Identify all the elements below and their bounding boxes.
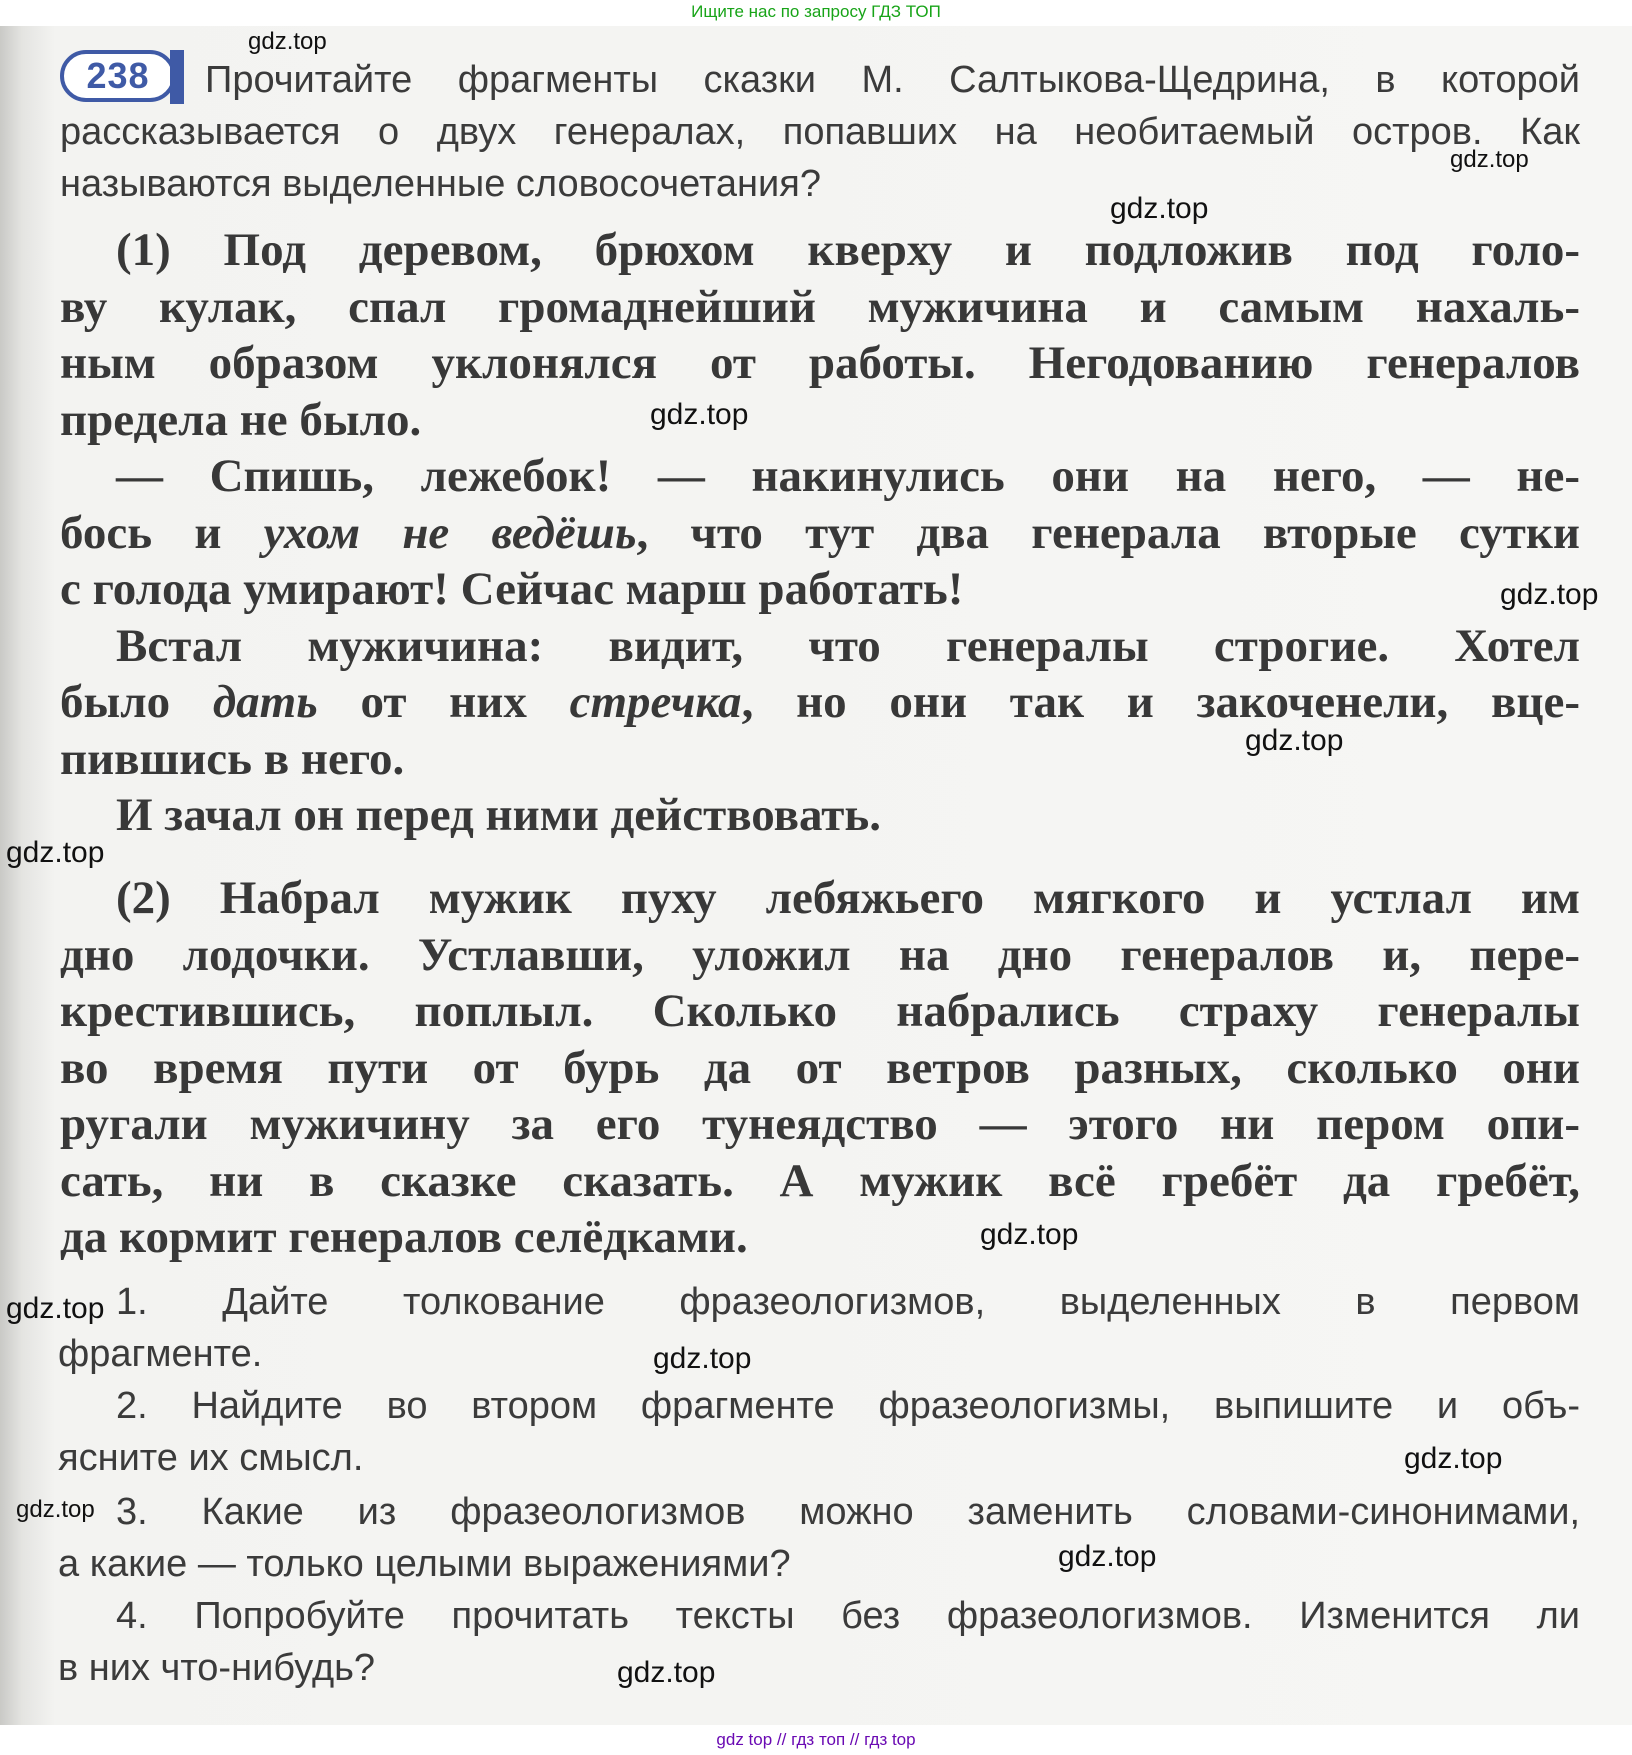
task-statement: [60, 54, 1580, 210]
fragment-line: предела не было.: [60, 393, 422, 446]
question-line: 3. Какие из фразеологизмов можно заменить словами-синонимами,: [116, 1491, 1580, 1533]
fragment-line: с голода умирают! Сейчас марш работать!: [60, 563, 964, 615]
fragment-line: ным образом уклонялся от работы. Негодованию генералов: [60, 337, 1580, 389]
watermark: gdz.top: [1404, 1442, 1503, 1475]
exercise-number: 238: [86, 55, 150, 96]
watermark: gdz.top: [1245, 724, 1344, 757]
fragment-line: (2) Набрал мужик пуху лебяжьего мягкого и устлал им: [116, 872, 1580, 924]
task-line: рассказывается о двух генералах, попавших на необитаемый остров. Как: [60, 111, 1580, 153]
fragment-line: — Спишь, лежебок! — накинулись они на него, — не-: [116, 450, 1580, 502]
text-run: от них: [317, 676, 570, 728]
question-line: а какие — только целыми выражениями?: [58, 1543, 791, 1585]
question-2: [58, 1380, 1580, 1484]
question-line: 4. Попробуйте прочитать тексты без фразеологизмов. Изменится ли: [116, 1595, 1580, 1637]
question-line: в них что-нибудь?: [58, 1647, 376, 1689]
fragment-line: И зачал он перед ними действовать.: [116, 789, 881, 841]
top-banner-text[interactable]: Ищите нас по запросу ГДЗ ТОП: [691, 2, 941, 21]
top-banner[interactable]: [0, 0, 1632, 26]
watermark: gdz.top: [6, 836, 105, 869]
highlighted-phrase: дать: [212, 676, 318, 728]
fragment-line: во время пути от бурь да от ветров разных, сколько они: [60, 1041, 1580, 1094]
question-3: [58, 1486, 1580, 1590]
fragment-line: (1) Под деревом, брюхом кверху и подложив под голо-: [116, 224, 1580, 276]
bottom-banner-text[interactable]: gdz top // гдз топ // гдз top: [716, 1730, 916, 1749]
fragment-line: сать, ни в сказке сказать. А мужик всё гребёт да гребёт,: [60, 1154, 1580, 1207]
fragment-line: дно лодочки. Устлавши, уложил на дно генералов и, пере-: [60, 928, 1580, 981]
fragment-line: крестившись, поплыл. Сколько набрались страху генералы: [60, 985, 1580, 1037]
text-run: , что тут два генерала вторые сутки: [636, 506, 1581, 559]
watermark: gdz.top: [1500, 578, 1599, 611]
fragment-line: да кормит генералов селёдками.: [60, 1211, 748, 1263]
question-1: [58, 1276, 1580, 1380]
watermark: gdz.top: [650, 398, 749, 431]
question-4: [58, 1590, 1580, 1694]
task-line: называются выделенные словосочетания?: [60, 163, 821, 205]
task-line: Прочитайте фрагменты сказки М. Салтыкова-Щедрина, в которой: [205, 59, 1580, 101]
text-run: , но они так и закоченели, вце-: [741, 676, 1580, 728]
watermark: gdz.top: [248, 28, 327, 55]
watermark: gdz.top: [617, 1656, 716, 1689]
fragment-1: [60, 222, 1580, 844]
fragment-line: пившись в него.: [60, 732, 405, 785]
watermark: gdz.top: [1450, 146, 1529, 173]
highlighted-phrase: ухом не ведёшь: [263, 506, 637, 559]
question-line: ясните их смысл.: [58, 1437, 364, 1479]
question-line: 2. Найдите во втором фрагменте фразеологизмы, выпишите и объ-: [116, 1385, 1580, 1427]
fragment-line: [60, 505, 1580, 562]
fragment-line: Встал мужичина: видит, что генералы строгие. Хотел: [116, 619, 1580, 672]
fragment-2: [60, 870, 1580, 1266]
watermark: gdz.top: [980, 1218, 1079, 1251]
watermark: gdz.top: [1058, 1540, 1157, 1573]
watermark: gdz.top: [16, 1496, 95, 1523]
fragment-line: ву кулак, спал громаднейший мужичина и самым нахаль-: [60, 280, 1580, 333]
text-run: было: [60, 676, 213, 728]
bottom-banner[interactable]: [0, 1725, 1632, 1755]
question-line: 1. Дайте толкование фразеологизмов, выделенных в первом: [116, 1281, 1580, 1323]
watermark: gdz.top: [6, 1292, 105, 1325]
watermark: gdz.top: [653, 1342, 752, 1375]
highlighted-phrase: стречка: [569, 676, 742, 728]
fragment-line: ругали мужичину за его тунеядство — этого ни пером опи-: [60, 1098, 1580, 1150]
fragment-line: [60, 674, 1580, 731]
question-line: фрагменте.: [58, 1333, 263, 1375]
text-run: бось и: [60, 506, 264, 559]
watermark: gdz.top: [1110, 192, 1209, 225]
